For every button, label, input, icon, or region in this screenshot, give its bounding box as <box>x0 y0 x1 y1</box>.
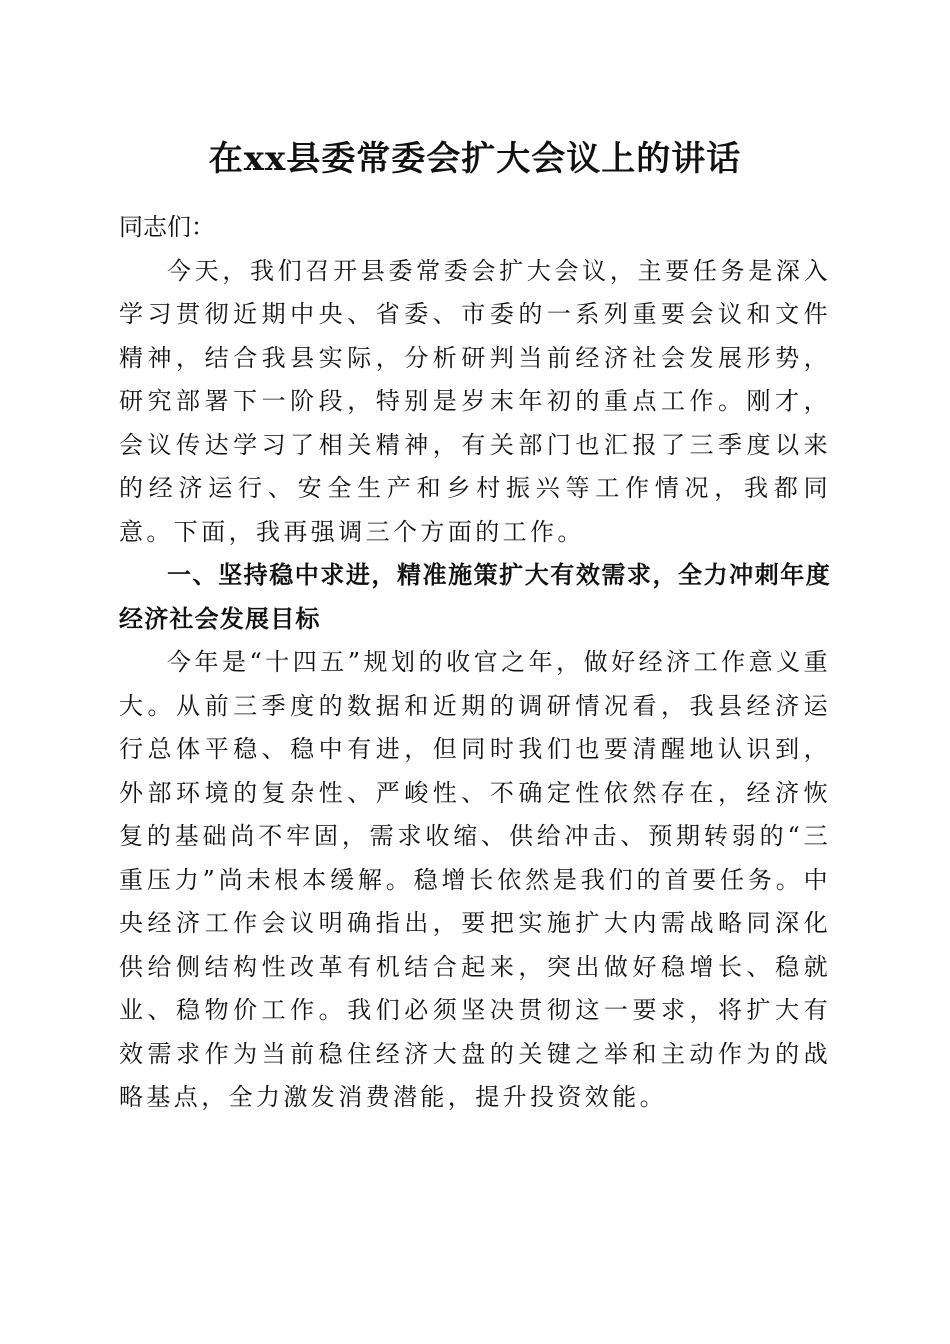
document-title: 在xx县委常委会扩大会议上的讲话 <box>208 139 742 179</box>
intro-paragraph: 今天，我们召开县委常委会扩大会议，主要任务是深入学习贯彻近期中央、省委、市委的一系列重要会议和文件精神，结合我县实际，分析研判当前经济社会发展形势，研究部署下一阶段，特别是岁末年初的重点工作。刚才，会议传达学习了相关精神，有关部门也汇报了三季度以来的经济运行、安全生产和乡村振兴等工作情况，我都同意。下面，我再强调三个方面的工作。 <box>119 256 831 546</box>
salutation: 同志们： <box>119 213 215 241</box>
section-paragraph: 今年是“十四五”规划的收官之年，做好经济工作意义重大。从前三季度的数据和近期的调研情况看，我县经济运行总体平稳、稳中有进，但同时我们也要清醒地认识到，外部环境的复杂性、严峻性、不确定性依然存在，经济恢复的基础尚不牢固，需求收缩、供给冲击、预期转弱的“三重压力”尚未根本缓解。稳增长依然是我们的首要任务。中央经济工作会议明确指出，要把实施扩大内需战略同深化供给侧结构性改革有机结合起来，突出做好稳增长、稳就业、稳物价工作。我们必须坚决贯彻这一要求，将扩大有效需求作为当前稳住经济大盘的关键之举和主动作为的战略基点，全力激发消费潜能，提升投资效能。 <box>119 648 831 1111</box>
document-body <box>119 206 831 1120</box>
section-heading: 一、坚持稳中求进，精准施策扩大有效需求，全力冲刺年度经济社会发展目标 <box>119 561 831 633</box>
